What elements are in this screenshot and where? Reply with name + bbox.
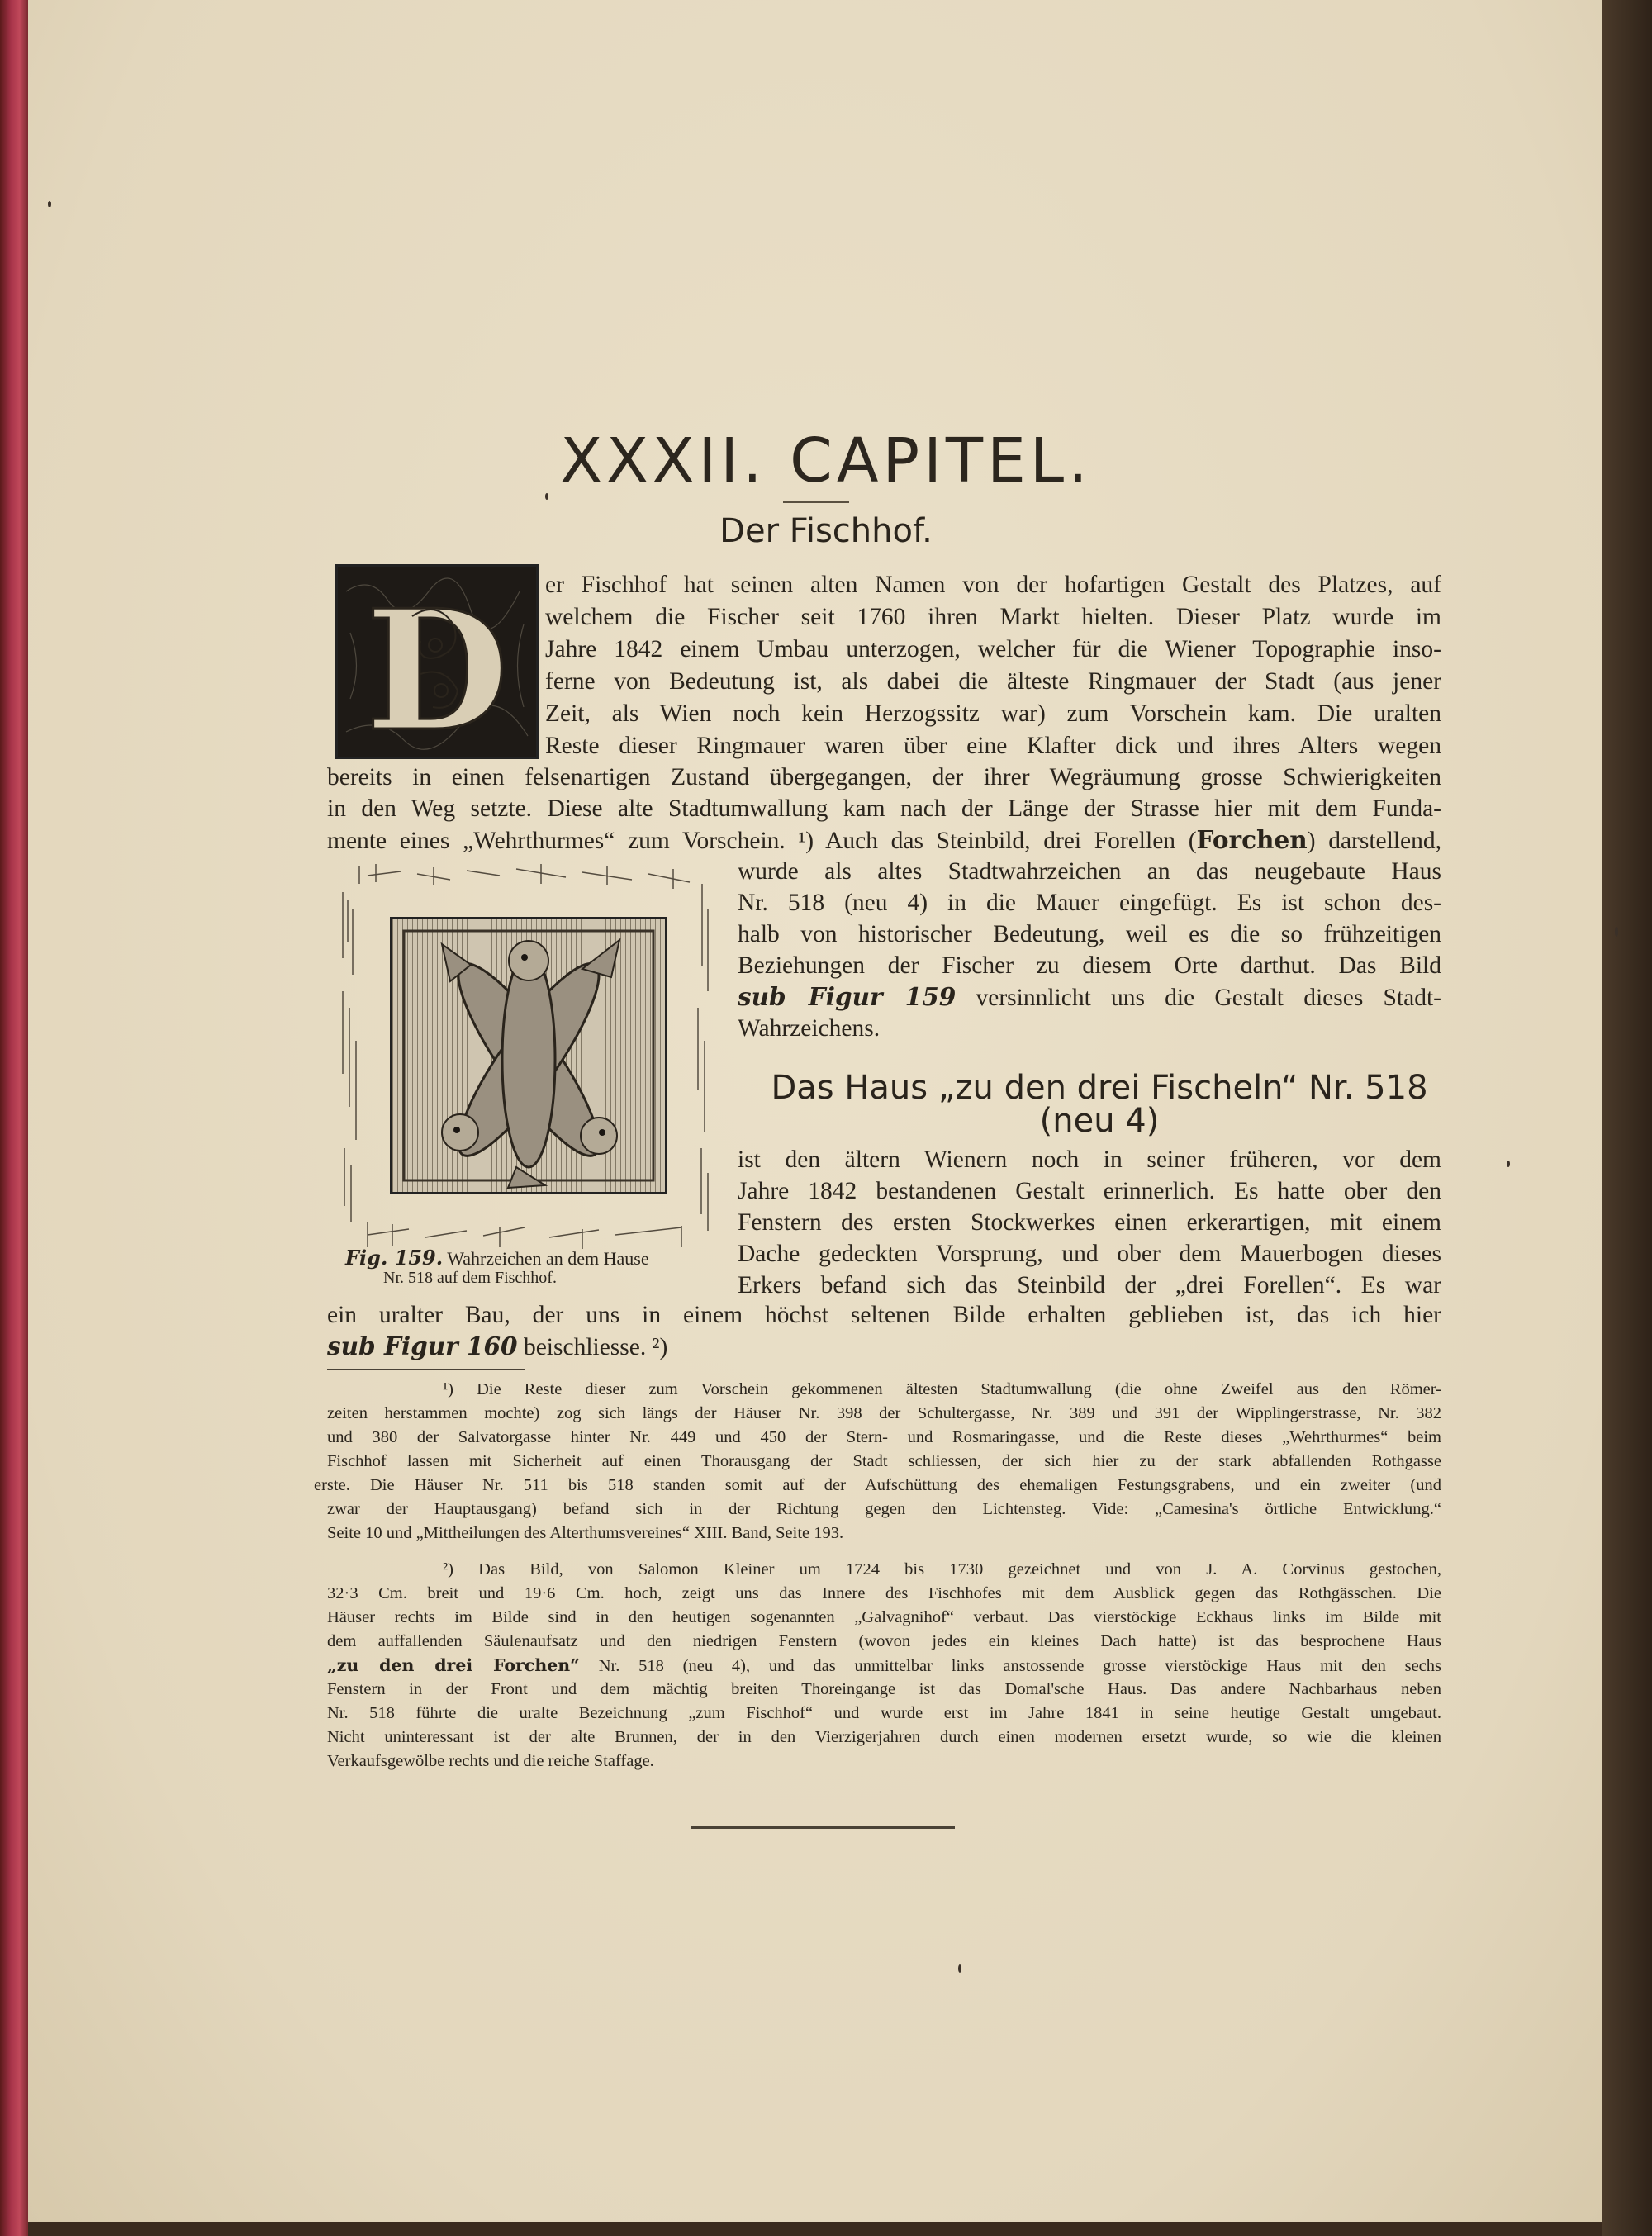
text-line: in den Weg setzte. Diese alte Stadtumwallung kam nach der Länge der Strasse hier mit dem Funda- xyxy=(327,795,1441,822)
paper-speck xyxy=(1507,1161,1510,1167)
footnote-2-line-fraktur xyxy=(327,1654,1441,1678)
footnote-2-line: 32·3 Cm. breit und 19·6 Cm. hoch, zeigt uns das Innere des Fischhofes mit dem Ausblick gegen das Rothgässchen. Die xyxy=(327,1584,1441,1602)
book-page-edge xyxy=(1602,0,1652,2236)
text-line: Jahre 1842 einem Umbau unterzogen, welcher für die Wiener Topographie inso- xyxy=(545,636,1441,662)
three-fish-emblem-icon xyxy=(392,919,665,1192)
figure-caption-cont: Nr. 518 auf dem Fischhof. xyxy=(383,1269,557,1287)
footnote-1-line: Fischhof lassen mit Sicherheit auf einen Thorausgang der Stadt schliessen, der sich hier zu der stark abfallenden Rothgasse xyxy=(327,1452,1441,1470)
caption-text: Wahrzeichen an dem Hause xyxy=(443,1248,649,1269)
paper-speck xyxy=(545,493,548,500)
subsection-title-cont: (neu 4) xyxy=(1039,1102,1160,1140)
text-line: Zeit, als Wien noch kein Herzogssitz war) zum Vorschein kam. Die uralten xyxy=(545,700,1441,727)
text-line: ist den ältern Wienern noch in seiner früheren, vor dem xyxy=(738,1146,1441,1173)
subsection-title: Das Haus „zu den drei Fischeln“ Nr. 518 xyxy=(771,1069,1428,1107)
footnote-2-line: Nr. 518 führte die uralte Bezeichnung „zum Fischhof“ und wurde erst im Jahre 1841 in seine heutige Gestalt umgebaut. xyxy=(327,1704,1441,1722)
chapter-title: XXXII. CAPITEL. xyxy=(560,425,1092,496)
text-line: wurde als altes Stadtwahrzeichen an das neugebaute Haus xyxy=(738,858,1441,885)
footnote-2-line: Nicht uninteressant ist der alte Brunnen, der in den Vierzigerjahren durch einen modernen ersetzt wurde, so wie die kleinen xyxy=(327,1728,1441,1746)
fraktur-phrase: „zu den drei Forchen“ xyxy=(327,1655,580,1675)
text-line: ein uralter Bau, der uns in einem höchst seltenen Bilde erhalten geblieben ist, das ich hier xyxy=(327,1302,1441,1328)
text-line: Dache gedeckten Vorsprung, und ober dem Mauerbogen dieses xyxy=(738,1241,1441,1267)
footnote-1-line: und 380 der Salvatorgasse hinter Nr. 449 und 450 der Stern- und Rosmaringasse, und die Reste dieses „Wehrthurmes“ beim xyxy=(327,1428,1441,1446)
figure-reference: sub Figur 159 xyxy=(738,982,957,1011)
text-span: versinnlicht uns die Gestalt dieses Stadt- xyxy=(956,985,1441,1011)
footnote-2-line: dem auffallenden Säulenaufsatz und den niedrigen Fenstern (wovon jedes ein kleines Dach hatte) ist das besprochene Haus xyxy=(327,1632,1441,1650)
figure-reference: sub Figur 160 xyxy=(327,1332,518,1360)
book-binding-edge xyxy=(0,0,28,2236)
text-span: ) darstellend, xyxy=(1307,828,1441,854)
footnote-2-line: ²) Das Bild, von Salomon Kleiner um 1724 bis 1730 gezeichnet und von J. A. Corvinus gestochen, xyxy=(443,1560,1441,1578)
text-line: Nr. 518 (neu 4) in die Mauer eingefügt. Es ist schon des- xyxy=(738,890,1441,916)
paper-speck xyxy=(48,201,51,207)
text-line: Fenstern des ersten Stockwerkes einen erkerartigen, mit einem xyxy=(738,1209,1441,1236)
text-line-forellen xyxy=(327,825,1441,856)
footnote-1-line: ¹) Die Reste dieser zum Vorschein gekommenen ältesten Stadtumwallung (die ohne Zweifel aus den Römer- xyxy=(443,1380,1441,1398)
fraktur-word: Forchen xyxy=(1196,825,1308,854)
text-line: welchem die Fischer seit 1760 ihren Markt hielten. Dieser Platz wurde im xyxy=(545,604,1441,630)
book-bottom-edge xyxy=(28,2222,1602,2236)
paper-speck xyxy=(1615,927,1618,937)
text-line: Reste dieser Ringmauer waren über eine Klafter dick und ihres Alters wegen xyxy=(545,733,1441,759)
footnote-2-line: Fenstern in der Front und dem mächtig breiten Thoreingange ist das Domal'sche Haus. Das andere Nachbarhaus neben xyxy=(327,1680,1441,1698)
text-span: mente eines „Wehrthurmes“ zum Vorschein. ¹) Auch das Steinbild, drei Forellen ( xyxy=(327,828,1197,854)
footnote-1-line: zeiten herstammen mochte) zog sich längs der Häuser Nr. 398 der Schultergasse, Nr. 389 und 391 der Wipplingerstrasse, Nr. 382 xyxy=(327,1404,1441,1422)
text-line: Erkers befand sich das Steinbild der „drei Forellen“. Es war xyxy=(738,1272,1441,1298)
text-line: Wahrzeichens. xyxy=(738,1015,881,1042)
footnote-2-line: Verkaufsgewölbe rechts und die reiche Staffage. xyxy=(327,1752,654,1770)
text-line: bereits in einen felsenartigen Zustand übergegangen, der ihrer Wegräumung grosse Schwierigkeiten xyxy=(327,764,1441,790)
text-line-sub-160 xyxy=(327,1332,1441,1362)
paper-speck xyxy=(958,1964,961,1973)
text-line: Beziehungen der Fischer zu diesem Orte darthut. Das Bild xyxy=(738,952,1441,979)
figure-caption xyxy=(345,1246,649,1270)
footnote-2-line: Häuser rechts im Bilde sind in den heutigen sogenannten „Galvagnihof“ verbaut. Das vierstöckige Eckhaus links im Bilde mit xyxy=(327,1608,1441,1626)
footnote-1-line: Seite 10 und „Mittheilungen des Alterthumsvereines“ XIII. Band, Seite 193. xyxy=(327,1524,844,1542)
end-divider xyxy=(691,1826,955,1829)
text-line: ferne von Bedeutung ist, als dabei die älteste Ringmauer der Stadt (aus jener xyxy=(545,668,1441,695)
footnote-1-line: zwar der Hauptausgang) befand sich in der Richtung gegen den Lichtensteg. Vide: „Camesina's örtliche Entwicklung.“ xyxy=(327,1500,1441,1518)
text-line: er Fischhof hat seinen alten Namen von der hofartigen Gestalt des Platzes, auf xyxy=(545,572,1441,598)
text-line: Jahre 1842 bestandenen Gestalt erinnerlich. Es hatte ober den xyxy=(738,1178,1441,1204)
footnote-1-line: erste. Die Häuser Nr. 511 bis 518 standen somit auf der Aufschüttung des ehemaligen Festungsgrabens, und ein zweiter (und xyxy=(314,1476,1441,1494)
initial-ornament-icon xyxy=(338,567,536,757)
initial-letter: D xyxy=(365,574,509,757)
section-title: Der Fischhof. xyxy=(719,512,933,550)
footnote-divider xyxy=(327,1369,525,1370)
figure-label: Fig. 159. xyxy=(345,1246,444,1270)
text-span: beischliesse. ²) xyxy=(517,1334,668,1360)
decorative-initial xyxy=(335,564,539,759)
text-line-sub-159 xyxy=(738,982,1441,1013)
text-span: Nr. 518 (neu 4), und das unmittelbar links anstossende grosse vierstöckige Haus mit den sechs xyxy=(579,1657,1442,1675)
text-line: halb von historischer Bedeutung, weil es die so frühzeitigen xyxy=(738,921,1441,947)
figure-159-image xyxy=(390,917,667,1194)
title-divider xyxy=(783,501,849,503)
